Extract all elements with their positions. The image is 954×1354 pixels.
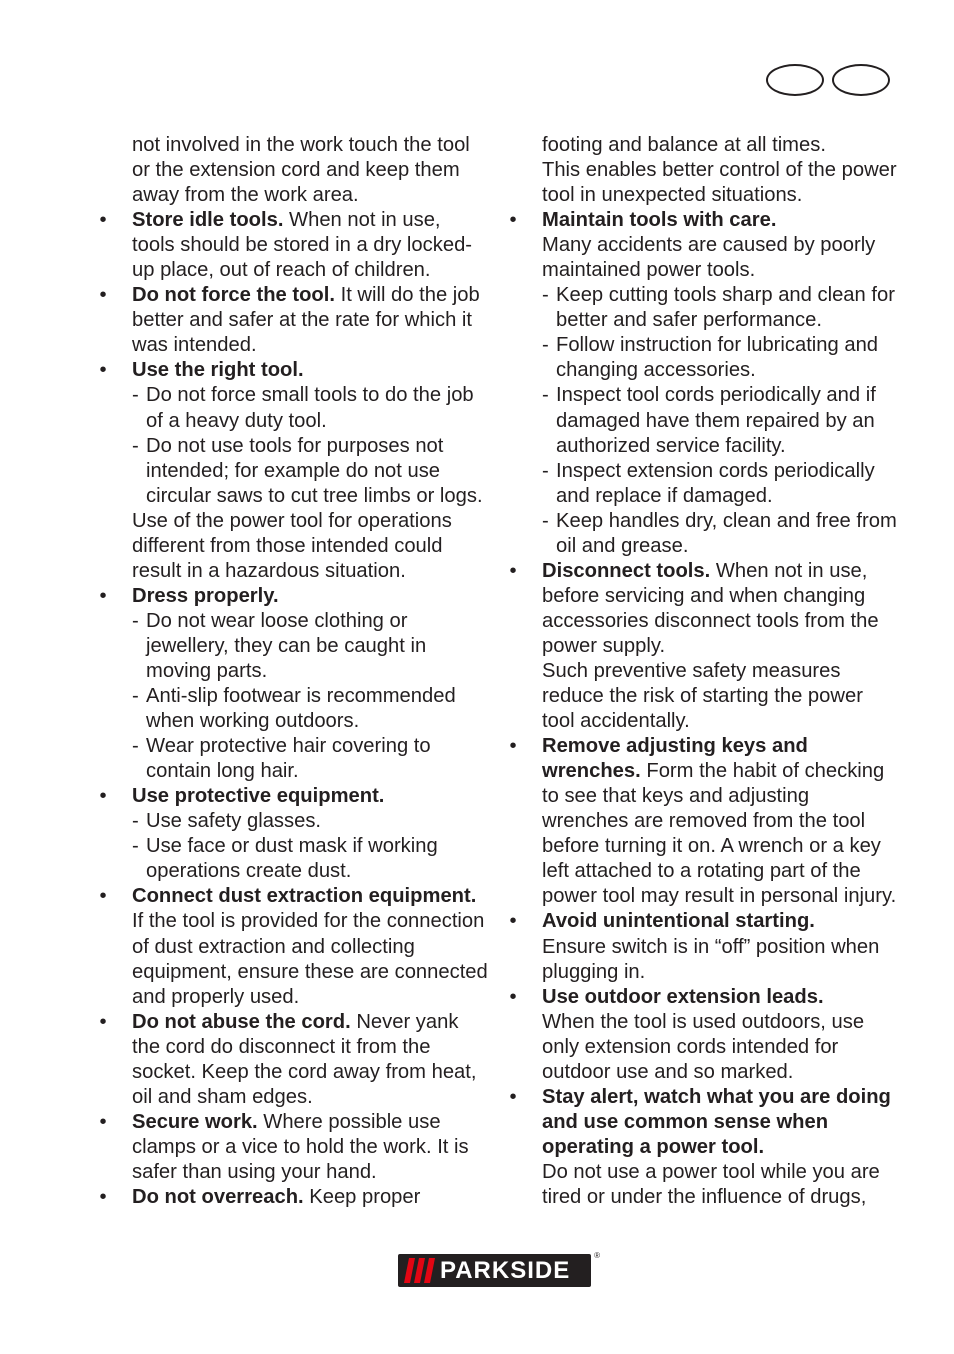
sub-item (506, 383, 898, 458)
paragraph: When the tool is used outdoors, use only extension cords intended for outdoor use and so marked. (542, 1010, 865, 1083)
bullet-item (96, 1010, 488, 1110)
item-heading: Do not abuse the cord. (132, 1010, 351, 1033)
item-text: When not in use, tools should be stored in a dry locked-up place, out of reach of children. (132, 209, 473, 282)
sub-item (96, 809, 488, 834)
dash-icon: - (132, 434, 139, 457)
paragraph: Ensure switch is in “off” position when plugging in. (542, 935, 880, 983)
sub-item-text: Keep handles dry, clean and free from oil and grease. (556, 509, 897, 557)
dash-icon: - (132, 609, 139, 632)
logo-stripes-icon (404, 1258, 436, 1283)
sub-item-text: Do not wear loose clothing or jewellery, they can be caught in moving parts. (146, 609, 427, 682)
bullet-item (96, 1185, 488, 1210)
dash-icon: - (132, 384, 139, 407)
paragraph: Do not use a power tool while you are tired or under the influence of drugs, (542, 1160, 880, 1208)
dash-icon: - (542, 384, 549, 407)
bullet-item (506, 734, 898, 909)
sub-item (506, 333, 898, 383)
right-column (506, 133, 898, 1210)
bullet-item (96, 884, 488, 1009)
bullet-icon: • (509, 1085, 517, 1108)
item-text: Keep proper (303, 1185, 421, 1208)
sub-item (96, 434, 488, 509)
bullet-item (96, 584, 488, 609)
bullet-item (96, 283, 488, 358)
item-text: It will do the job better and safer at the rate for which it was intended. (132, 284, 480, 357)
bullet-icon: • (509, 559, 517, 582)
bullet-icon: • (99, 359, 107, 382)
dash-icon: - (542, 459, 549, 482)
logo-registered-mark: ® (594, 1251, 600, 1260)
language-oval-right (832, 64, 890, 96)
dash-icon: - (132, 685, 139, 708)
bullet-item (506, 208, 898, 233)
left-column (96, 133, 488, 1210)
bullet-item (506, 909, 898, 934)
bullet-item (96, 1110, 488, 1185)
paragraph: footing and balance at all times. (542, 134, 826, 156)
item-heading: Secure work. (132, 1110, 258, 1133)
sub-item-text: Do not force small tools to do the job of a heavy duty tool. (146, 384, 474, 432)
sub-item-text: Inspect tool cords periodically and if damaged have them repaired by an authorized service facility. (556, 384, 876, 457)
paragraph: not involved in the work touch the tool or the extension cord and keep them away from the work area. (132, 134, 470, 207)
sub-item (96, 609, 488, 684)
bullet-icon: • (509, 910, 517, 933)
bullet-icon: • (99, 1010, 107, 1033)
sub-item-text: Inspect extension cords periodically and replace if damaged. (556, 459, 875, 507)
bullet-icon: • (509, 985, 517, 1008)
item-text: When not in use, before servicing and when changing accessories disconnect tools from the power supply. (542, 559, 879, 657)
language-oval-left (766, 64, 824, 96)
bullet-icon: • (99, 1110, 107, 1133)
dash-icon: - (132, 735, 139, 758)
dash-icon: - (542, 284, 549, 307)
sub-item-text: Follow instruction for lubricating and changing accessories. (556, 334, 879, 382)
sub-item (506, 283, 898, 333)
sub-item-text: Use safety glasses. (146, 810, 322, 833)
item-heading: Do not force the tool. (132, 284, 335, 307)
item-text: If the tool is provided for the connection of dust extraction and collecting equipment, ensure these are connected and properly used. (132, 910, 488, 1008)
item-heading: Dress properly. (132, 584, 279, 607)
bullet-icon: • (99, 584, 107, 607)
paragraph: This enables better control of the power tool in unexpected situations. (542, 159, 897, 207)
bullet-item (96, 208, 488, 283)
item-heading: Do not overreach. (132, 1185, 304, 1208)
bullet-icon: • (509, 209, 517, 232)
bullet-item (96, 784, 488, 809)
bullet-icon: • (99, 1185, 107, 1208)
logo-wordmark: PARKSIDE (440, 1257, 571, 1284)
sub-item-text: Do not use tools for purposes not intended; for example do not use circular saws to cut tree limbs or logs. (146, 434, 483, 507)
item-text: Never yank the cord do disconnect it from the socket. Keep the cord away from heat, oil and sham edges. (132, 1010, 477, 1108)
item-heading: Remove adjusting keys and wrenches. (542, 735, 808, 783)
sub-item-text: Use face or dust mask if working operations create dust. (146, 835, 438, 883)
dash-icon: - (542, 509, 549, 532)
paragraph: Use of the power tool for operations different from those intended could result in a hazardous situation. (132, 509, 452, 582)
sub-item (96, 684, 488, 734)
bullet-icon: • (99, 885, 107, 908)
paragraph: Such preventive safety measures reduce the risk of starting the power tool accidentally. (542, 659, 863, 733)
language-indicator (766, 64, 892, 100)
bullet-item (506, 559, 898, 659)
paragraph: Many accidents are caused by poorly maintained power tools. (542, 234, 876, 282)
sub-item (506, 509, 898, 559)
bullet-item (506, 985, 898, 1010)
dash-icon: - (132, 835, 139, 858)
item-text: Where possible use clamps or a vice to hold the work. It is safer than using your hand. (132, 1110, 469, 1183)
item-heading: Use the right tool. (132, 359, 304, 382)
item-heading: Connect dust extraction equipment. (132, 885, 477, 908)
item-heading: Use outdoor extension leads. (542, 985, 824, 1008)
dash-icon: - (132, 810, 139, 833)
sub-item (96, 734, 488, 784)
sub-item-text: Wear protective hair covering to contain long hair. (146, 735, 431, 783)
item-heading: Use protective equipment. (132, 785, 385, 808)
item-heading: Disconnect tools. (542, 559, 711, 582)
sub-item (96, 383, 488, 433)
sub-item-text: Keep cutting tools sharp and clean for better and safer performance. (556, 284, 895, 332)
bullet-item (96, 358, 488, 383)
bullet-icon: • (99, 284, 107, 307)
dash-icon: - (542, 334, 549, 357)
item-heading: Store idle tools. (132, 209, 284, 232)
bullet-item (506, 1085, 898, 1160)
sub-item-text: Anti-slip footwear is recommended when working outdoors. (146, 685, 456, 733)
item-text: Form the habit of checking to see that keys and adjusting wrenches are removed from the tool before turning it on. A wrench or a key left attached to a rotating part of the power tool may result in personal injury. (542, 760, 897, 908)
bullet-icon: • (99, 209, 107, 232)
item-heading: Avoid unintentional starting. (542, 910, 815, 933)
bullet-icon: • (509, 735, 517, 758)
item-heading: Maintain tools with care. (542, 209, 777, 232)
item-heading: Stay alert, watch what you are doing and use common sense when operating a power tool. (542, 1085, 891, 1158)
bullet-icon: • (99, 785, 107, 808)
sub-item (506, 459, 898, 509)
sub-item (96, 834, 488, 884)
parkside-logo (398, 1251, 600, 1287)
